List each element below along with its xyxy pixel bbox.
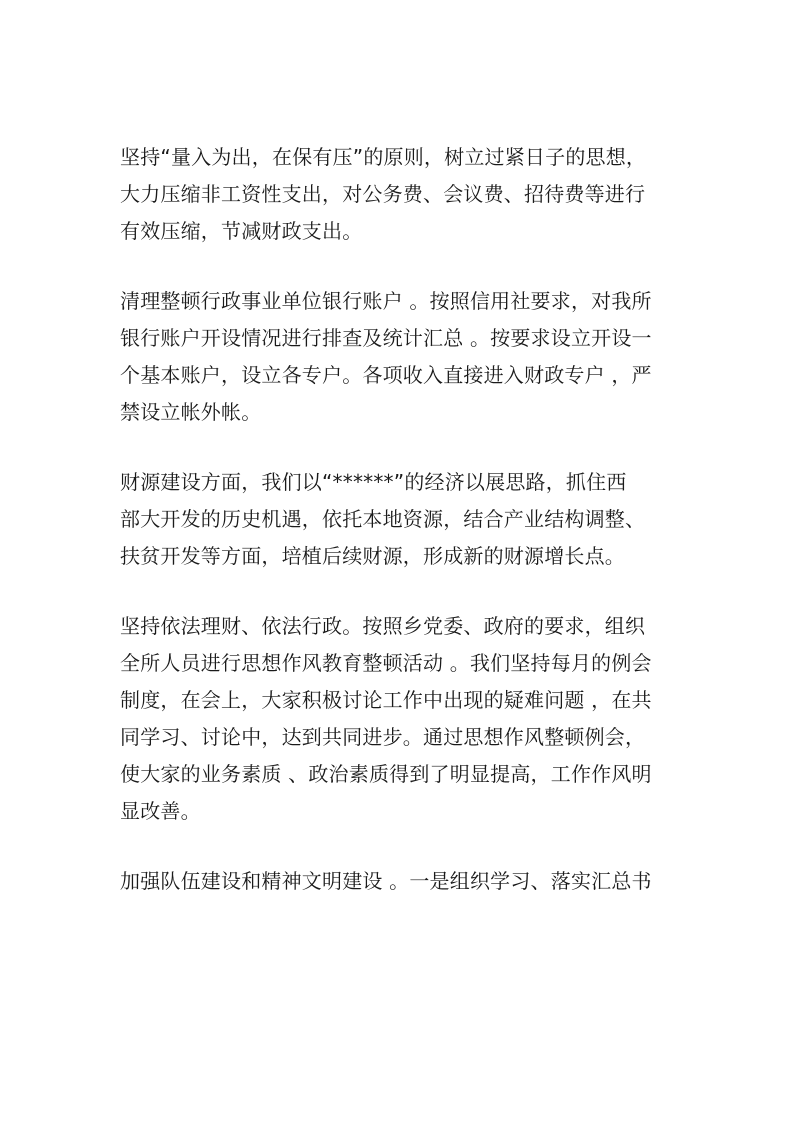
paragraph-bank-accounts <box>120 283 680 431</box>
text-line: 禁设立帐外帐。 <box>120 400 262 424</box>
text-line: 全所人员进行思想作风教育整顿活动 。我们坚持每月的例会 <box>120 651 652 675</box>
paragraph-revenue-building <box>120 464 680 575</box>
text-line: 大力压缩非工资性支出，对公务费、会议费、招待费等进行 <box>120 182 646 206</box>
text-line: 坚持“量入为出，在保有压”的原则，树立过紧日子的思想， <box>120 145 647 169</box>
text-line: 使大家的业务素质 、政治素质得到了明显提高，工作作风明 <box>120 762 652 786</box>
text-line: 银行账户开设情况进行排查及统计汇总 。按要求设立开设一 <box>120 326 652 350</box>
text-line: 财源建设方面，我们以“******”的经济以展思路，抓住西 <box>120 470 627 494</box>
paragraph-lawful-finance <box>120 608 680 830</box>
document-body <box>120 139 680 933</box>
text-line: 个基本账户，设立各专户。各项收入直接进入财政专户 ，严 <box>120 363 652 387</box>
text-line: 加强队伍建设和精神文明建设 。一是组织学习、落实汇总书 <box>120 869 652 893</box>
text-line: 坚持依法理财、依法行政。按照乡党委、政府的要求，组织 <box>120 614 646 638</box>
text-line: 清理整顿行政事业单位银行账户 。按照信用社要求，对我所 <box>120 289 652 313</box>
text-line: 制度，在会上，大家积极讨论工作中出现的疑难问题 ，在共 <box>120 688 652 712</box>
text-line: 扶贫开发等方面，培植后续财源，形成新的财源增长点。 <box>120 544 625 568</box>
text-line: 同学习、讨论中，达到共同进步。通过思想作风整顿例会， <box>120 725 646 749</box>
paragraph-team-building <box>120 863 680 900</box>
text-line: 显改善。 <box>120 799 201 823</box>
text-line: 部大开发的历史机遇，依托本地资源，结合产业结构调整、 <box>120 507 646 531</box>
paragraph-expenditure-control <box>120 139 680 250</box>
text-line: 有效压缩，节减财政支出。 <box>120 219 363 243</box>
